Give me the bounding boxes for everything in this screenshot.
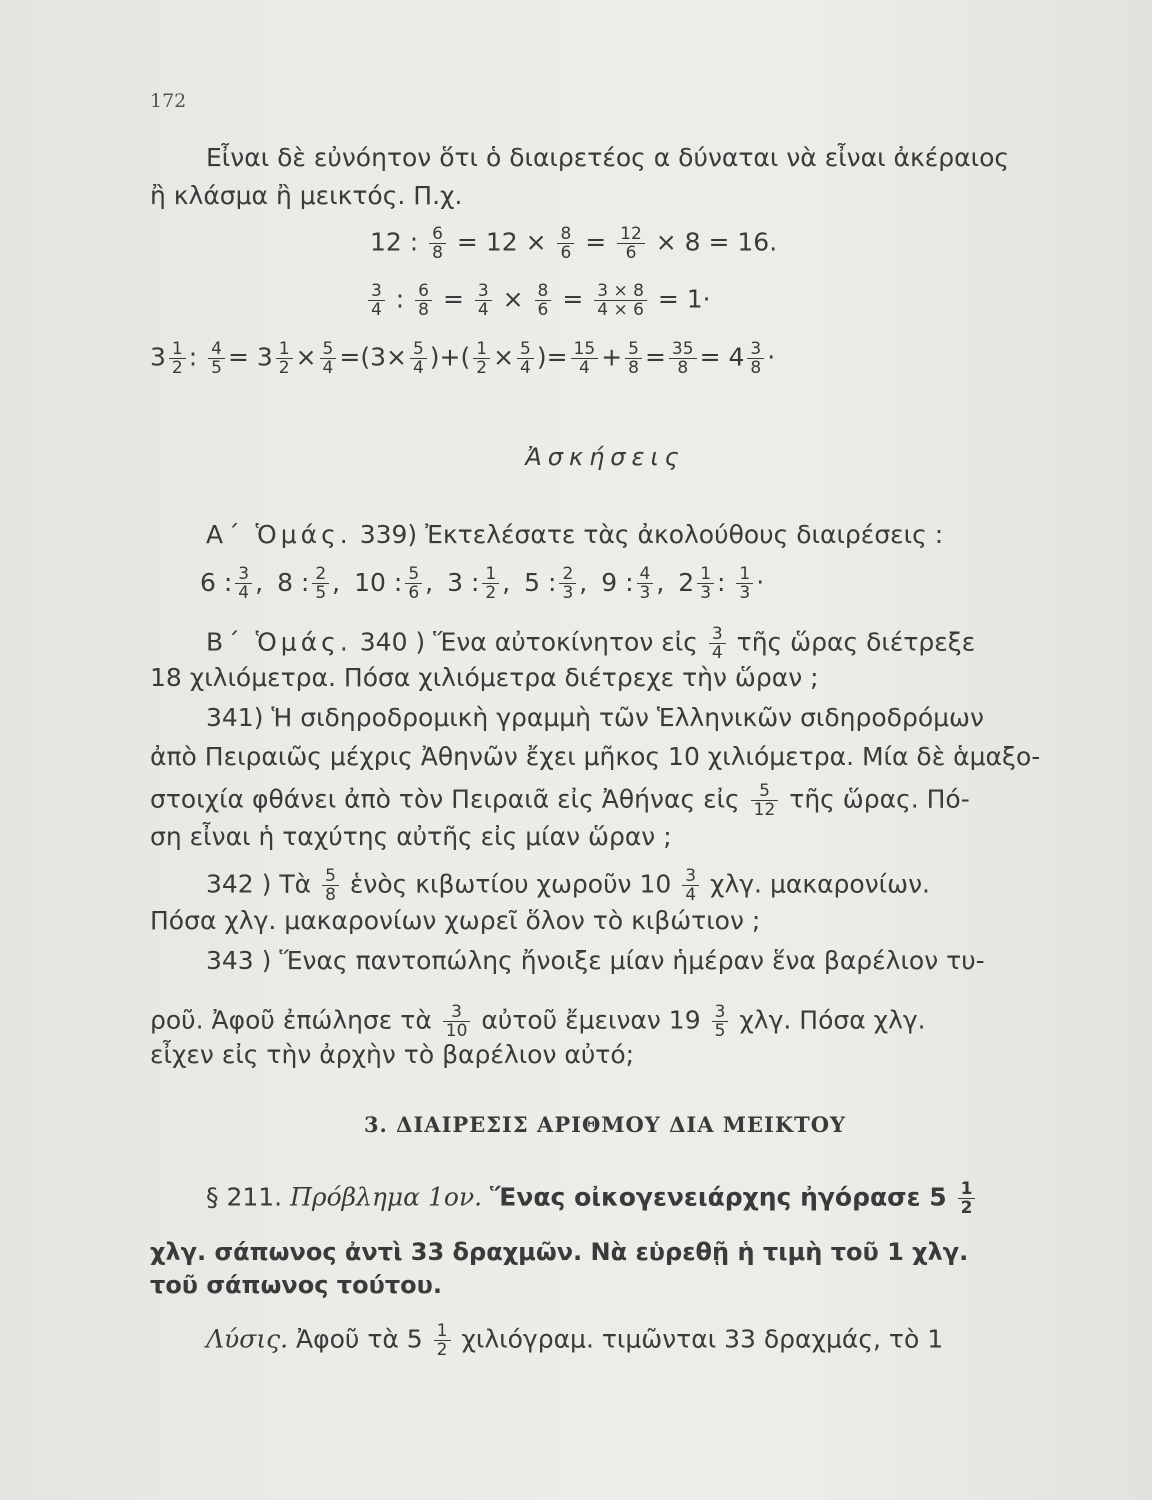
eq-text: ,	[425, 567, 434, 597]
exercise-342-line-1	[150, 867, 1116, 904]
exercise-341-line-4: ση εἶναι ἡ ταχύτης αὐτῆς εἰς μίαν ὥραν ;	[150, 822, 672, 851]
text: τῆς ὥρας. Πό-	[789, 784, 970, 814]
eq-text: 8 :	[277, 567, 310, 597]
example-equation-3	[150, 340, 775, 377]
exercises-heading: Ἀσκήσεις	[525, 443, 685, 471]
fraction: $\frac{3}{5}$	[712, 1003, 729, 1040]
eq-text: =	[442, 284, 464, 314]
eq-text: ·	[767, 342, 776, 372]
fraction: $\frac{3}{4}$	[682, 867, 699, 904]
eq-text: ,	[579, 567, 588, 597]
text: ἑνὸς κιβωτίου χωροῦν 10	[349, 869, 672, 899]
fraction: $\frac{5}{12}$	[751, 782, 779, 819]
eq-text: = 3	[227, 342, 273, 372]
fraction: $\frac{6}{8}$	[415, 282, 432, 319]
example-equation-2	[365, 282, 711, 319]
fraction: $\frac{3}{10}$	[443, 1003, 471, 1040]
exercise-340-line-1	[150, 625, 1116, 662]
fraction: $\frac{3}{8}$	[747, 340, 764, 377]
fraction: $\frac{1}{3}$	[697, 565, 714, 602]
text: χλγ. Πόσα χλγ.	[739, 1005, 926, 1035]
eq-text: ,	[255, 567, 264, 597]
fraction: $\frac{5}{8}$	[322, 867, 339, 904]
fraction: $\frac{1}{2}$	[482, 565, 499, 602]
text: στοιχία φθάνει ἀπὸ τὸν Πειραιᾶ εἰς Ἀθήνας εἰς	[150, 784, 740, 814]
fraction: $\frac{3}{4}$	[368, 282, 385, 319]
fraction: $\frac{12}{6}$	[617, 225, 645, 262]
eq-text: 5 :	[524, 567, 557, 597]
fraction: $\frac{1}{2}$	[434, 1322, 451, 1359]
eq-text: 9 :	[601, 567, 634, 597]
exercise-343-line-1: 343 ) Ἕνας παντοπώλης ἤνοιξε μίαν ἡμέραν ἕνα βαρέλιον τυ-	[206, 946, 985, 975]
eq-text: ,	[656, 567, 665, 597]
eq-text: =	[585, 227, 607, 257]
eq-text: =	[644, 342, 666, 372]
fraction: $\frac{2}{3}$	[559, 565, 576, 602]
eq-text: =	[562, 284, 584, 314]
fraction: $\frac{5}{6}$	[405, 565, 422, 602]
fraction: $\frac{2}{5}$	[312, 565, 329, 602]
text: Ἕνας οἰκογενειάρχης ἠγόρασε 5	[490, 1182, 947, 1212]
eq-text: ×	[493, 342, 515, 372]
fraction: $\frac{8}{6}$	[535, 282, 552, 319]
example-equation-1	[370, 225, 777, 262]
eq-text: = 12 ×	[456, 227, 547, 257]
eq-text: ,	[502, 567, 511, 597]
fraction: $\frac{1}{2}$	[958, 1180, 976, 1217]
fraction: $\frac{5}{4}$	[410, 340, 427, 377]
eq-text: 3 :	[447, 567, 480, 597]
eq-text: 6 :	[200, 567, 233, 597]
eq-text: ×	[502, 284, 524, 314]
page-number: 172	[150, 90, 187, 112]
fraction: $\frac{3}{4}$	[709, 625, 726, 662]
solution-label: Λύσις.	[206, 1324, 289, 1354]
eq-text: =(3×	[339, 342, 407, 372]
paragraph-number: § 211.	[206, 1182, 283, 1212]
exercise-341-line-2: ἀπὸ Πειραιῶς μέχρις Ἀθηνῶν ἔχει μῆκος 10 χιλιόμετρα. Μία δὲ ἁμαξο-	[150, 742, 1041, 771]
fraction: $\frac{5}{4}$	[517, 340, 534, 377]
group-a-label: Α΄ Ὁμάς.	[206, 520, 352, 549]
exercise-341-line-3	[150, 782, 1060, 819]
eq-text: :	[717, 567, 726, 597]
fraction: $\frac{4}{3}$	[637, 565, 654, 602]
exercise-341-line-1: 341) Ἡ σιδηροδρομικὴ γραμμὴ τῶν Ἑλληνικῶν σιδηροδρόμων	[206, 703, 984, 732]
eq-text: 10 :	[354, 567, 403, 597]
fraction: $\frac{4}{5}$	[208, 340, 225, 377]
text: 342 ) Τὰ	[206, 869, 312, 899]
intro-line-1: Εἶναι δὲ εὐνόητον ὅτι ὁ διαιρετέος α δύναται νὰ εἶναι ἀκέραιος	[206, 143, 1010, 172]
eq-text: )=	[536, 342, 568, 372]
eq-text: :	[395, 284, 405, 314]
section-title: 3. ΔΙΑΙΡΕΣΙΣ ΑΡΙΘΜΟΥ ΔΙΑ ΜΕΙΚΤΟΥ	[363, 1112, 847, 1137]
text: τῆς ὥρας διέτρεξε	[736, 627, 976, 657]
eq-text: 2	[678, 567, 695, 597]
group-b-label: Β΄ Ὁμάς.	[206, 627, 352, 657]
eq-text: +	[601, 342, 623, 372]
exercise-342-line-2: Πόσα χλγ. μακαρονίων χωρεῖ ὅλον τὸ κιβώτιον ;	[150, 906, 761, 935]
eq-text: ,	[332, 567, 341, 597]
fraction: $\frac{3}{4}$	[235, 565, 252, 602]
text: 340 ) Ἕνα αὐτοκίνητον εἰς	[359, 627, 698, 657]
solution-line	[150, 1322, 1116, 1359]
eq-text: )+(	[429, 342, 471, 372]
exercise-339-text: 339) Ἐκτελέσατε τὰς ἀκολούθους διαιρέσεις :	[359, 520, 944, 549]
group-a-line	[150, 520, 1116, 550]
fraction: $\frac{3}{4}$	[475, 282, 492, 319]
text: χλγ. μακαρονίων.	[710, 869, 930, 899]
problem-line-1	[150, 1180, 1116, 1217]
text: ροῦ. Ἀφοῦ ἐπώλησε τὰ	[150, 1005, 432, 1035]
problem-label: Πρόβλημα 1ον.	[290, 1182, 483, 1212]
eq-text: = 1·	[657, 284, 711, 314]
eq-text: ×	[295, 342, 317, 372]
fraction: $\frac{15}{4}$	[571, 340, 599, 377]
fraction: $\frac{1}{2}$	[169, 340, 186, 377]
fraction: $\frac{6}{8}$	[429, 225, 446, 262]
eq-text: ·	[756, 567, 765, 597]
fraction: $\frac{1}{3}$	[736, 565, 753, 602]
eq-text: 3	[150, 342, 166, 372]
eq-text: = 4	[699, 342, 745, 372]
text: Ἀφοῦ τὰ 5	[296, 1324, 423, 1354]
intro-line-2: ἢ κλάσμα ἢ μεικτός. Π.χ.	[150, 181, 463, 210]
fraction: $\frac{5}{4}$	[320, 340, 337, 377]
problem-line-3: τοῦ σάπωνος τούτου.	[150, 1271, 442, 1299]
exercise-339-divisions	[200, 565, 764, 602]
exercise-343-line-3: εἶχεν εἰς τὴν ἀρχὴν τὸ βαρέλιον αὐτό;	[150, 1040, 635, 1069]
text: αὐτοῦ ἔμειναν 19	[481, 1005, 701, 1035]
text: χιλιόγραμ. τιμῶνται 33 δραχμάς, τὸ 1	[461, 1324, 944, 1354]
eq-text: × 8 = 16.	[655, 227, 778, 257]
exercise-340-line-2: 18 χιλιόμετρα. Πόσα χιλιόμετρα διέτρεχε τὴν ὥραν ;	[150, 663, 819, 692]
fraction: $\frac{35}{8}$	[669, 340, 697, 377]
eq-text: :	[188, 342, 198, 372]
fraction: $\frac{8}{6}$	[557, 225, 574, 262]
problem-line-2: χλγ. σάπωνος ἀντὶ 33 δραχμῶν. Νὰ εὑρεθῇ ἡ τιμὴ τοῦ 1 χλγ.	[150, 1238, 969, 1266]
fraction: $\frac{3 \times 8}{4 \times 6}$	[594, 282, 647, 319]
fraction: $\frac{1}{2}$	[473, 340, 490, 377]
fraction: $\frac{1}{2}$	[276, 340, 293, 377]
eq-text: 12 :	[370, 227, 419, 257]
fraction: $\frac{5}{8}$	[625, 340, 642, 377]
exercise-343-line-2	[150, 1003, 1060, 1040]
